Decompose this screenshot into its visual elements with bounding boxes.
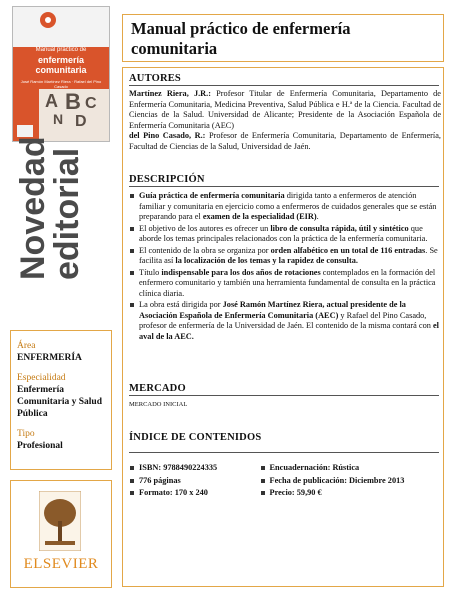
- elsevier-tree-icon: [39, 491, 81, 551]
- tipo-value: Profesional: [17, 441, 63, 451]
- author-1-name: Martínez Riera, J.R.:: [129, 89, 211, 98]
- area-value: ENFERMERÍA: [17, 353, 82, 363]
- tipo-label: Tipo: [17, 429, 35, 439]
- list-item: Título indispensable para los dos años de rotaciones contemplados en la formación del enfermero comunitario y también una herramienta fundamental de consulta en la práctica clínica diaria.: [129, 268, 441, 300]
- precio: Precio: 59,90 €: [260, 487, 439, 500]
- fecha-publicacion: Fecha de publicación: Diciembre 2013: [260, 475, 439, 488]
- descripcion-list: [129, 191, 441, 343]
- list-item: El objetivo de los autores es ofrecer un libro de consulta rápida, útil y sintético que aborde los temas principales relacionados con la práctica de la enfermería comunitaria.: [129, 224, 441, 245]
- cover-title-small: Manual práctico de: [35, 47, 87, 53]
- cover-title-line-2: comunitaria: [35, 65, 87, 75]
- title-box: [122, 14, 444, 62]
- list-item: La obra está dirigida por José Ramón Martínez Riera, actual presidente de la Asociación Española de Enfermería Comunitaria (AEC) y Rafael del Pino Casado, profesor de enfermería de la Universidad de Jaén. El contenido de la misma contará con el aval de la AEC.: [129, 300, 441, 342]
- novedad-editorial-banner: [6, 136, 112, 330]
- publisher-name: ELSEVIER: [23, 556, 99, 572]
- author-2-name: del Pino Casado, R.:: [129, 131, 206, 140]
- author-2-text: Profesor de Enfermería Comunitaria, Departamento de Enfermería, Facultad de Ciencias de la Salud, Universidad de Jaén.: [129, 131, 441, 151]
- cover-title-line-1: enfermería: [37, 55, 85, 65]
- divider: [129, 452, 439, 453]
- novedad-line-2: editorial: [48, 147, 86, 280]
- encuadernacion: Encuadernación: Rústica: [260, 462, 439, 475]
- details-grid: [129, 462, 439, 500]
- mercado-heading: MERCADO: [129, 383, 439, 396]
- mercado-value: MERCADO INICIAL: [129, 401, 188, 408]
- author-1-text: Profesor Titular de Enfermería Comunitaria, Departamento de Enfermería Comunitaria, Medicina Preventiva, Salud Pública e H.ª de la Ciencia. Facultad de Ciencias de la Salud. Universidad de Alicante; Presidente de la Asociación Española de Enfermería Comunitaria (AEC): [129, 89, 441, 130]
- isbn: ISBN: 9788490224335: [129, 462, 260, 475]
- list-item: El contenido de la obra se organiza por orden alfabético en un total de 116 entradas. Se facilita así la localización de los temas y la rapidez de consulta.: [129, 246, 441, 267]
- especialidad-label: Especialidad: [17, 373, 66, 383]
- indice-heading: ÍNDICE DE CONTENIDOS: [129, 432, 262, 443]
- formato: Formato: 170 x 240: [129, 487, 260, 500]
- especialidad-value: Enfermería Comunitaria y Salud Pública: [17, 385, 102, 419]
- autores-body: [129, 89, 441, 152]
- publisher-logo-box: [10, 480, 112, 588]
- book-title: Manual práctico de enfermería comunitaria: [131, 19, 351, 58]
- list-item: Guía práctica de enfermería comunitaria dirigida tanto a enfermeros de atención familiar y comunitaria en ejercicio como a enfermeros de cuidados generales que se están preparando para el examen de la especialidad (EIR).: [129, 191, 441, 223]
- cover-authors: José Ramón Martínez Riera · Rafael del Pino Casado: [20, 79, 102, 89]
- autores-heading: AUTORES: [129, 73, 439, 86]
- descripcion-heading: DESCRIPCIÓN: [129, 174, 439, 187]
- paginas: 776 páginas: [129, 475, 260, 488]
- cover-letters-illustration: A B C N D: [39, 89, 109, 141]
- aec-logo-icon: [40, 12, 56, 28]
- classification-box: [10, 330, 112, 470]
- novedad-line-1: Novedad: [14, 136, 52, 280]
- info-box: [122, 67, 444, 587]
- area-label: Área: [17, 341, 36, 351]
